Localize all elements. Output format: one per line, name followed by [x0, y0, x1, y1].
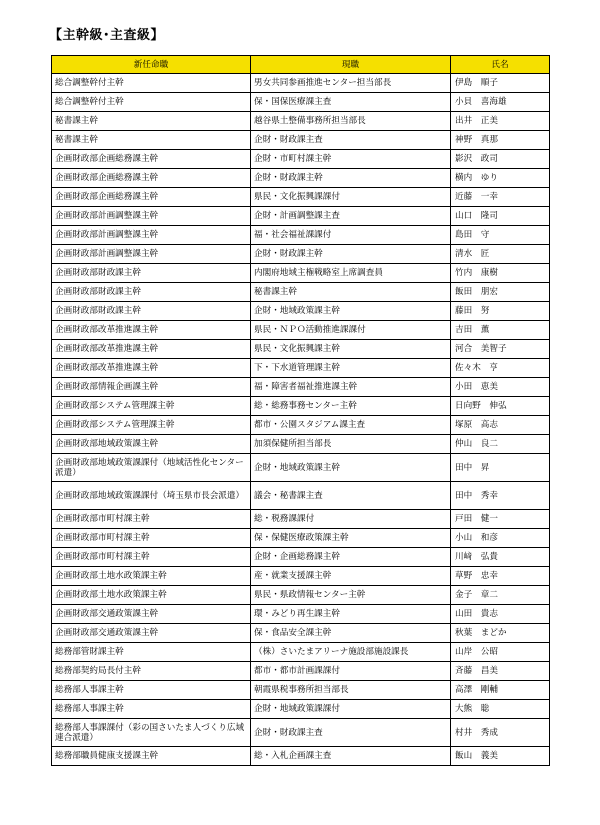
- table-row: [52, 567, 550, 586]
- cell-new-position: 企画財政部計画調整課主幹: [52, 226, 251, 245]
- cell-new-position: 企画財政部システム管理課主幹: [52, 397, 251, 416]
- cell-new-position: 総務部人事課主幹: [52, 700, 251, 719]
- table-row: [52, 482, 550, 510]
- cell-current-position: 総・入札企画課主査: [251, 747, 451, 766]
- table-row: [52, 321, 550, 340]
- table-row: [52, 416, 550, 435]
- cell-current-position: 企財・財政課主幹: [251, 169, 451, 188]
- cell-new-position: 企画財政部財政課主幹: [52, 283, 251, 302]
- cell-current-position: 企財・財政課主幹: [251, 245, 451, 264]
- cell-name: 草野 忠幸: [451, 567, 550, 586]
- cell-name: 金子 章二: [451, 586, 550, 605]
- cell-new-position: 企画財政部財政課主幹: [52, 264, 251, 283]
- cell-name: 河合 美智子: [451, 340, 550, 359]
- table-header-row: [52, 56, 550, 74]
- table-row: [52, 510, 550, 529]
- table-body: [52, 74, 550, 766]
- header-current-position: 現職: [251, 56, 451, 74]
- cell-current-position: 企財・地域政策課課付: [251, 700, 451, 719]
- cell-name: 秋葉 まどか: [451, 624, 550, 643]
- cell-new-position: 企画財政部計画調整課主幹: [52, 207, 251, 226]
- cell-current-position: 保・食品安全課主幹: [251, 624, 451, 643]
- cell-current-position: 議会・秘書課主査: [251, 482, 451, 510]
- cell-new-position: 企画財政部地域政策課主幹: [52, 435, 251, 454]
- table-row: [52, 264, 550, 283]
- cell-new-position: 企画財政部市町村課主幹: [52, 548, 251, 567]
- table-row: [52, 378, 550, 397]
- cell-current-position: 内閣府地域主権戦略室上席調査員: [251, 264, 451, 283]
- cell-name: 大熊 聡: [451, 700, 550, 719]
- cell-current-position: 県民・文化振興課課付: [251, 188, 451, 207]
- page-title: 【主幹級･主査級】: [49, 28, 165, 43]
- cell-name: 横内 ゆり: [451, 169, 550, 188]
- table-row: [52, 74, 550, 93]
- cell-name: 神野 真那: [451, 131, 550, 150]
- cell-name: 山口 隆司: [451, 207, 550, 226]
- table-row: [52, 93, 550, 112]
- cell-name: 佐々木 亨: [451, 359, 550, 378]
- cell-name: 田中 昇: [451, 454, 550, 482]
- cell-current-position: 県民・ＮＰＯ活動推進課課付: [251, 321, 451, 340]
- cell-new-position: 総務部人事課主幹: [52, 681, 251, 700]
- cell-current-position: 福・障害者福祉推進課主幹: [251, 378, 451, 397]
- cell-current-position: 下・下水道管理課主幹: [251, 359, 451, 378]
- table-row: [52, 662, 550, 681]
- cell-new-position: 総合調整幹付主幹: [52, 74, 251, 93]
- cell-new-position: 総務部契約局長付主幹: [52, 662, 251, 681]
- cell-current-position: 保・保健医療政策課主幹: [251, 529, 451, 548]
- cell-current-position: 加須保健所担当部長: [251, 435, 451, 454]
- cell-name: 高澤 剛輔: [451, 681, 550, 700]
- cell-name: 村井 秀成: [451, 719, 550, 747]
- table-row: [52, 150, 550, 169]
- cell-new-position: 企画財政部地域政策課課付（埼玉県市長会派遣）: [52, 482, 251, 510]
- cell-current-position: 企財・財政課主査: [251, 719, 451, 747]
- table-row: [52, 131, 550, 150]
- table-row: [52, 112, 550, 131]
- cell-name: 塚原 高志: [451, 416, 550, 435]
- cell-new-position: 企画財政部情報企画課主幹: [52, 378, 251, 397]
- table-row: [52, 643, 550, 662]
- table-row: [52, 586, 550, 605]
- cell-current-position: 企財・地域政策課主幹: [251, 454, 451, 482]
- cell-new-position: 秘書課主幹: [52, 112, 251, 131]
- cell-name: 小貝 喜海雄: [451, 93, 550, 112]
- table-row: [52, 359, 550, 378]
- cell-new-position: 総務部管財課主幹: [52, 643, 251, 662]
- cell-name: 山岸 公昭: [451, 643, 550, 662]
- cell-new-position: 企画財政部土地水政策課主幹: [52, 567, 251, 586]
- cell-new-position: 総務部職員健康支援課主幹: [52, 747, 251, 766]
- cell-current-position: 環・みどり再生課主幹: [251, 605, 451, 624]
- cell-name: 藤田 努: [451, 302, 550, 321]
- table-row: [52, 245, 550, 264]
- cell-new-position: 企画財政部市町村課主幹: [52, 510, 251, 529]
- cell-new-position: 企画財政部企画総務課主幹: [52, 188, 251, 207]
- cell-current-position: 越谷県土整備事務所担当部長: [251, 112, 451, 131]
- cell-new-position: 企画財政部財政課主幹: [52, 302, 251, 321]
- cell-new-position: 企画財政部システム管理課主幹: [52, 416, 251, 435]
- table-row: [52, 435, 550, 454]
- cell-name: 小山 和彦: [451, 529, 550, 548]
- cell-current-position: 都市・都市計画課課付: [251, 662, 451, 681]
- cell-new-position: 総務部人事課課付（彩の国さいたま人づくり広域連合派遣）: [52, 719, 251, 747]
- cell-current-position: （株）さいたまアリーナ施設部施設課長: [251, 643, 451, 662]
- table-row: [52, 548, 550, 567]
- cell-current-position: 都市・公園スタジアム課主査: [251, 416, 451, 435]
- cell-name: 川﨑 弘貴: [451, 548, 550, 567]
- cell-name: 吉田 薫: [451, 321, 550, 340]
- cell-current-position: 県民・県政情報センター主幹: [251, 586, 451, 605]
- cell-name: 仲山 良二: [451, 435, 550, 454]
- table-row: [52, 529, 550, 548]
- table-row: [52, 719, 550, 747]
- table-row: [52, 283, 550, 302]
- table-row: [52, 624, 550, 643]
- table-row: [52, 340, 550, 359]
- table-row: [52, 681, 550, 700]
- cell-current-position: 県民・文化振興課主幹: [251, 340, 451, 359]
- cell-name: 島田 守: [451, 226, 550, 245]
- cell-new-position: 企画財政部企画総務課主幹: [52, 169, 251, 188]
- cell-name: 竹内 康樹: [451, 264, 550, 283]
- cell-name: 伊島 順子: [451, 74, 550, 93]
- header-name: 氏名: [451, 56, 550, 74]
- personnel-table: [51, 55, 550, 766]
- cell-current-position: 企財・企画総務課主幹: [251, 548, 451, 567]
- cell-new-position: 企画財政部地域政策課課付（地域活性化センター派遣）: [52, 454, 251, 482]
- table-row: [52, 207, 550, 226]
- table-row: [52, 454, 550, 482]
- table-row: [52, 700, 550, 719]
- cell-name: 山田 貴志: [451, 605, 550, 624]
- cell-name: 日向野 伸弘: [451, 397, 550, 416]
- table-row: [52, 747, 550, 766]
- table-row: [52, 605, 550, 624]
- cell-name: 斉藤 昌美: [451, 662, 550, 681]
- cell-current-position: 福・社会福祉課課付: [251, 226, 451, 245]
- cell-current-position: 企財・計画調整課主査: [251, 207, 451, 226]
- cell-current-position: 保・国保医療課主査: [251, 93, 451, 112]
- table-row: [52, 169, 550, 188]
- cell-new-position: 企画財政部改革推進課主幹: [52, 321, 251, 340]
- cell-current-position: 総・総務事務センター主幹: [251, 397, 451, 416]
- cell-current-position: 総・税務課課付: [251, 510, 451, 529]
- cell-new-position: 企画財政部市町村課主幹: [52, 529, 251, 548]
- cell-new-position: 企画財政部改革推進課主幹: [52, 340, 251, 359]
- table-row: [52, 397, 550, 416]
- table-row: [52, 226, 550, 245]
- cell-current-position: 朝霞県税事務所担当部長: [251, 681, 451, 700]
- cell-new-position: 企画財政部企画総務課主幹: [52, 150, 251, 169]
- cell-name: 清水 匠: [451, 245, 550, 264]
- cell-name: 戸田 健一: [451, 510, 550, 529]
- cell-new-position: 総合調整幹付主幹: [52, 93, 251, 112]
- cell-current-position: 男女共同参画推進センター担当部長: [251, 74, 451, 93]
- cell-new-position: 企画財政部改革推進課主幹: [52, 359, 251, 378]
- cell-new-position: 企画財政部土地水政策課主幹: [52, 586, 251, 605]
- cell-name: 小田 恵美: [451, 378, 550, 397]
- cell-name: 近藤 一幸: [451, 188, 550, 207]
- cell-new-position: 秘書課主幹: [52, 131, 251, 150]
- cell-name: 飯田 朋宏: [451, 283, 550, 302]
- cell-new-position: 企画財政部交通政策課主幹: [52, 624, 251, 643]
- cell-name: 影沢 政司: [451, 150, 550, 169]
- cell-current-position: 企財・地域政策課主幹: [251, 302, 451, 321]
- cell-name: 飯山 義美: [451, 747, 550, 766]
- cell-current-position: 産・就業支援課主幹: [251, 567, 451, 586]
- cell-name: 田中 秀幸: [451, 482, 550, 510]
- cell-current-position: 秘書課主幹: [251, 283, 451, 302]
- cell-current-position: 企財・市町村課主幹: [251, 150, 451, 169]
- table-row: [52, 188, 550, 207]
- table-row: [52, 302, 550, 321]
- cell-new-position: 企画財政部計画調整課主幹: [52, 245, 251, 264]
- cell-current-position: 企財・財政課主査: [251, 131, 451, 150]
- cell-name: 出井 正美: [451, 112, 550, 131]
- cell-new-position: 企画財政部交通政策課主幹: [52, 605, 251, 624]
- header-new-position: 新任命職: [52, 56, 251, 74]
